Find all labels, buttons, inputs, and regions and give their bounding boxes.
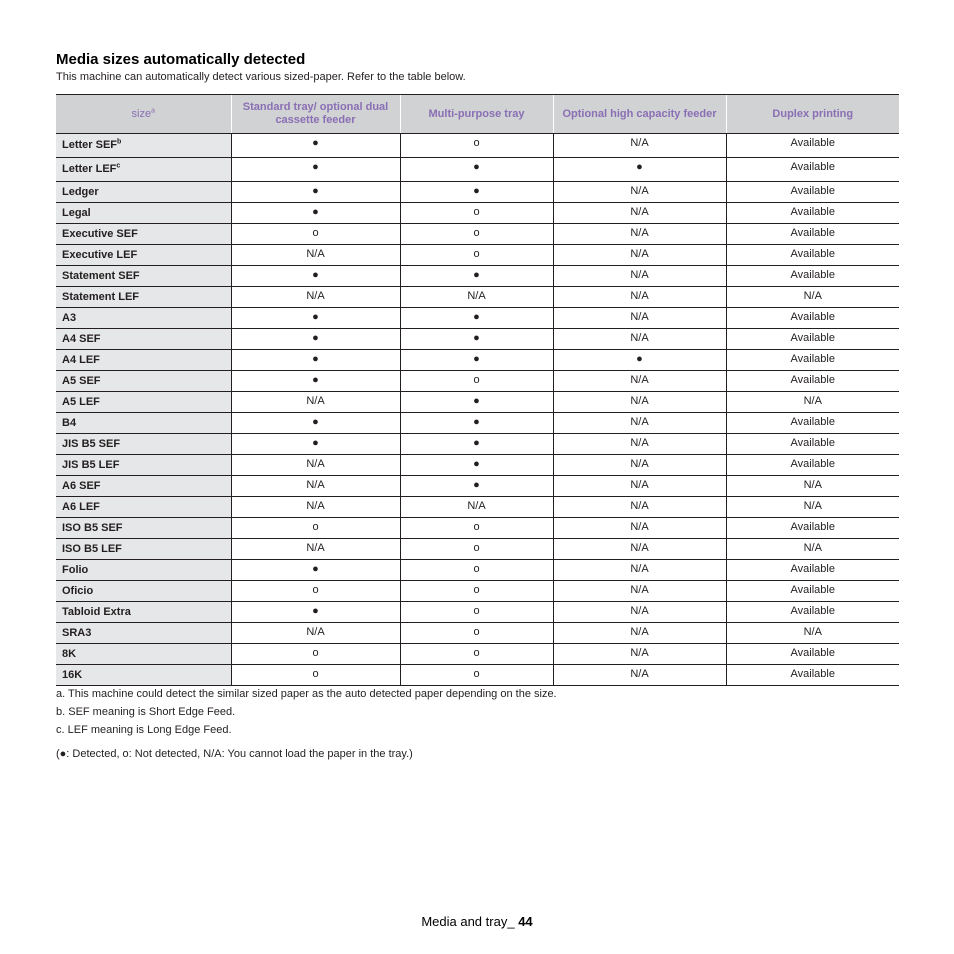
cell-multi-purpose-tray: o bbox=[400, 518, 553, 539]
cell-duplex-printing: Available bbox=[726, 644, 899, 665]
cell-duplex-printing: Available bbox=[726, 308, 899, 329]
cell-size: Statement SEF bbox=[56, 266, 231, 287]
cell-duplex-printing: Available bbox=[726, 434, 899, 455]
table-row bbox=[56, 371, 899, 392]
cell-size: 8K bbox=[56, 644, 231, 665]
table-row bbox=[56, 182, 899, 203]
table-row bbox=[56, 560, 899, 581]
table-row bbox=[56, 518, 899, 539]
cell-size: Executive SEF bbox=[56, 224, 231, 245]
cell-multi-purpose-tray: ● bbox=[400, 266, 553, 287]
cell-duplex-printing: Available bbox=[726, 245, 899, 266]
cell-size: Tabloid Extra bbox=[56, 602, 231, 623]
cell-standard-tray: o bbox=[231, 518, 400, 539]
cell-optional-hcf: N/A bbox=[553, 203, 726, 224]
table-row bbox=[56, 203, 899, 224]
table-row bbox=[56, 602, 899, 623]
table-row bbox=[56, 287, 899, 308]
table-row bbox=[56, 245, 899, 266]
cell-standard-tray: N/A bbox=[231, 476, 400, 497]
cell-multi-purpose-tray: o bbox=[400, 245, 553, 266]
cell-duplex-printing: Available bbox=[726, 203, 899, 224]
cell-optional-hcf: N/A bbox=[553, 497, 726, 518]
cell-optional-hcf: ● bbox=[553, 158, 726, 182]
cell-optional-hcf: N/A bbox=[553, 224, 726, 245]
cell-optional-hcf: N/A bbox=[553, 518, 726, 539]
cell-size: JIS B5 LEF bbox=[56, 455, 231, 476]
cell-multi-purpose-tray: o bbox=[400, 134, 553, 158]
cell-optional-hcf: N/A bbox=[553, 665, 726, 686]
cell-multi-purpose-tray: ● bbox=[400, 392, 553, 413]
cell-standard-tray: ● bbox=[231, 350, 400, 371]
cell-duplex-printing: N/A bbox=[726, 623, 899, 644]
cell-size: A4 LEF bbox=[56, 350, 231, 371]
table-row bbox=[56, 623, 899, 644]
cell-multi-purpose-tray: o bbox=[400, 644, 553, 665]
cell-multi-purpose-tray: o bbox=[400, 560, 553, 581]
cell-optional-hcf: N/A bbox=[553, 644, 726, 665]
header-multi-purpose-tray: Multi-purpose tray bbox=[400, 95, 553, 134]
cell-optional-hcf: N/A bbox=[553, 392, 726, 413]
cell-size: B4 bbox=[56, 413, 231, 434]
table-row bbox=[56, 350, 899, 371]
cell-optional-hcf: N/A bbox=[553, 602, 726, 623]
cell-multi-purpose-tray: ● bbox=[400, 182, 553, 203]
cell-size: A3 bbox=[56, 308, 231, 329]
table-row bbox=[56, 308, 899, 329]
cell-multi-purpose-tray: ● bbox=[400, 308, 553, 329]
footer-section: Media and tray_ bbox=[421, 914, 515, 929]
cell-multi-purpose-tray: ● bbox=[400, 329, 553, 350]
cell-size: SRA3 bbox=[56, 623, 231, 644]
cell-size: JIS B5 SEF bbox=[56, 434, 231, 455]
cell-multi-purpose-tray: N/A bbox=[400, 287, 553, 308]
cell-multi-purpose-tray: ● bbox=[400, 455, 553, 476]
cell-standard-tray: N/A bbox=[231, 392, 400, 413]
cell-duplex-printing: N/A bbox=[726, 392, 899, 413]
cell-size: Oficio bbox=[56, 581, 231, 602]
cell-duplex-printing: N/A bbox=[726, 476, 899, 497]
cell-size: Executive LEF bbox=[56, 245, 231, 266]
footnote-marker: c bbox=[116, 162, 121, 170]
table-row bbox=[56, 455, 899, 476]
table-row bbox=[56, 329, 899, 350]
cell-multi-purpose-tray: ● bbox=[400, 158, 553, 182]
cell-standard-tray: N/A bbox=[231, 455, 400, 476]
table-row bbox=[56, 392, 899, 413]
cell-size: A5 SEF bbox=[56, 371, 231, 392]
cell-standard-tray: N/A bbox=[231, 539, 400, 560]
footnote-c: c. LEF meaning is Long Edge Feed. bbox=[56, 724, 232, 736]
cell-duplex-printing: Available bbox=[726, 560, 899, 581]
table-row bbox=[56, 644, 899, 665]
cell-optional-hcf: N/A bbox=[553, 623, 726, 644]
cell-multi-purpose-tray: o bbox=[400, 539, 553, 560]
cell-duplex-printing: Available bbox=[726, 224, 899, 245]
cell-duplex-printing: Available bbox=[726, 413, 899, 434]
cell-standard-tray: o bbox=[231, 644, 400, 665]
cell-optional-hcf: N/A bbox=[553, 581, 726, 602]
table-row bbox=[56, 665, 899, 686]
footnote-marker: a bbox=[151, 106, 155, 114]
cell-size: 16K bbox=[56, 665, 231, 686]
cell-standard-tray: o bbox=[231, 224, 400, 245]
cell-optional-hcf: N/A bbox=[553, 134, 726, 158]
cell-duplex-printing: Available bbox=[726, 182, 899, 203]
cell-duplex-printing: Available bbox=[726, 455, 899, 476]
cell-optional-hcf: ● bbox=[553, 350, 726, 371]
cell-multi-purpose-tray: ● bbox=[400, 350, 553, 371]
table-row bbox=[56, 158, 899, 182]
cell-standard-tray: ● bbox=[231, 203, 400, 224]
cell-optional-hcf: N/A bbox=[553, 455, 726, 476]
cell-multi-purpose-tray: o bbox=[400, 602, 553, 623]
cell-duplex-printing: Available bbox=[726, 581, 899, 602]
cell-duplex-printing: N/A bbox=[726, 287, 899, 308]
header-duplex-printing: Duplex printing bbox=[726, 95, 899, 134]
cell-size: Ledger bbox=[56, 182, 231, 203]
cell-multi-purpose-tray: o bbox=[400, 224, 553, 245]
cell-duplex-printing: Available bbox=[726, 371, 899, 392]
cell-optional-hcf: N/A bbox=[553, 287, 726, 308]
header-optional-hcf: Optional high capacity feeder bbox=[553, 95, 726, 134]
cell-duplex-printing: Available bbox=[726, 350, 899, 371]
cell-size: A6 LEF bbox=[56, 497, 231, 518]
cell-standard-tray: ● bbox=[231, 329, 400, 350]
cell-size: Legal bbox=[56, 203, 231, 224]
cell-size: ISO B5 LEF bbox=[56, 539, 231, 560]
cell-size: ISO B5 SEF bbox=[56, 518, 231, 539]
cell-multi-purpose-tray: ● bbox=[400, 434, 553, 455]
table-row bbox=[56, 413, 899, 434]
table-row bbox=[56, 134, 899, 158]
header-size: size$^a$ bbox=[56, 95, 231, 134]
cell-standard-tray: ● bbox=[231, 158, 400, 182]
cell-standard-tray: ● bbox=[231, 308, 400, 329]
cell-standard-tray: N/A bbox=[231, 623, 400, 644]
cell-standard-tray: N/A bbox=[231, 497, 400, 518]
page-title: Media sizes automatically detected bbox=[56, 51, 306, 68]
cell-multi-purpose-tray: o bbox=[400, 371, 553, 392]
table-row bbox=[56, 497, 899, 518]
page-footer bbox=[0, 914, 954, 929]
cell-size: A5 LEF bbox=[56, 392, 231, 413]
cell-standard-tray: ● bbox=[231, 413, 400, 434]
footnote-marker: b bbox=[117, 138, 122, 146]
cell-standard-tray: N/A bbox=[231, 287, 400, 308]
cell-size: A4 SEF bbox=[56, 329, 231, 350]
legend-note: (●: Detected, o: Not detected, N/A: You cannot load the paper in the tray.) bbox=[56, 748, 413, 760]
cell-standard-tray: ● bbox=[231, 134, 400, 158]
cell-optional-hcf: N/A bbox=[553, 371, 726, 392]
cell-standard-tray: ● bbox=[231, 434, 400, 455]
cell-multi-purpose-tray: N/A bbox=[400, 497, 553, 518]
cell-optional-hcf: N/A bbox=[553, 266, 726, 287]
cell-duplex-printing: Available bbox=[726, 134, 899, 158]
cell-optional-hcf: N/A bbox=[553, 539, 726, 560]
footnotes bbox=[56, 688, 557, 766]
table-row bbox=[56, 581, 899, 602]
table-row bbox=[56, 266, 899, 287]
table-row bbox=[56, 224, 899, 245]
cell-optional-hcf: N/A bbox=[553, 329, 726, 350]
cell-duplex-printing: Available bbox=[726, 158, 899, 182]
cell-multi-purpose-tray: o bbox=[400, 203, 553, 224]
cell-standard-tray: o bbox=[231, 665, 400, 686]
cell-multi-purpose-tray: ● bbox=[400, 476, 553, 497]
cell-standard-tray: o bbox=[231, 581, 400, 602]
cell-optional-hcf: N/A bbox=[553, 476, 726, 497]
header-standard-tray: Standard tray/ optional dual cassette feeder bbox=[231, 95, 400, 134]
cell-duplex-printing: N/A bbox=[726, 539, 899, 560]
cell-standard-tray: ● bbox=[231, 371, 400, 392]
cell-duplex-printing: Available bbox=[726, 266, 899, 287]
cell-multi-purpose-tray: o bbox=[400, 665, 553, 686]
cell-standard-tray: ● bbox=[231, 560, 400, 581]
cell-size: Letter SEF$^b$ bbox=[56, 134, 231, 158]
cell-standard-tray: N/A bbox=[231, 245, 400, 266]
footnote-b: b. SEF meaning is Short Edge Feed. bbox=[56, 706, 236, 718]
cell-standard-tray: ● bbox=[231, 602, 400, 623]
media-sizes-table bbox=[56, 94, 899, 686]
cell-optional-hcf: N/A bbox=[553, 434, 726, 455]
table-row bbox=[56, 434, 899, 455]
cell-duplex-printing: N/A bbox=[726, 497, 899, 518]
cell-duplex-printing: Available bbox=[726, 329, 899, 350]
cell-optional-hcf: N/A bbox=[553, 245, 726, 266]
cell-multi-purpose-tray: o bbox=[400, 581, 553, 602]
cell-size: A6 SEF bbox=[56, 476, 231, 497]
cell-size: Letter LEF$^c$ bbox=[56, 158, 231, 182]
cell-multi-purpose-tray: ● bbox=[400, 413, 553, 434]
table-row bbox=[56, 539, 899, 560]
cell-duplex-printing: Available bbox=[726, 665, 899, 686]
cell-size: Folio bbox=[56, 560, 231, 581]
page-number: 44 bbox=[518, 914, 533, 929]
cell-duplex-printing: Available bbox=[726, 518, 899, 539]
cell-standard-tray: ● bbox=[231, 182, 400, 203]
table-body bbox=[56, 134, 899, 686]
footnote-a: a. This machine could detect the similar sized paper as the auto detected paper depending on the size. bbox=[56, 688, 557, 700]
cell-size: Statement LEF bbox=[56, 287, 231, 308]
cell-optional-hcf: N/A bbox=[553, 308, 726, 329]
cell-duplex-printing: Available bbox=[726, 602, 899, 623]
cell-optional-hcf: N/A bbox=[553, 560, 726, 581]
intro-text: This machine can automatically detect various sized-paper. Refer to the table below. bbox=[56, 71, 466, 83]
table-header-row bbox=[56, 95, 899, 134]
cell-optional-hcf: N/A bbox=[553, 413, 726, 434]
table-row bbox=[56, 476, 899, 497]
cell-standard-tray: ● bbox=[231, 266, 400, 287]
cell-multi-purpose-tray: o bbox=[400, 623, 553, 644]
cell-optional-hcf: N/A bbox=[553, 182, 726, 203]
